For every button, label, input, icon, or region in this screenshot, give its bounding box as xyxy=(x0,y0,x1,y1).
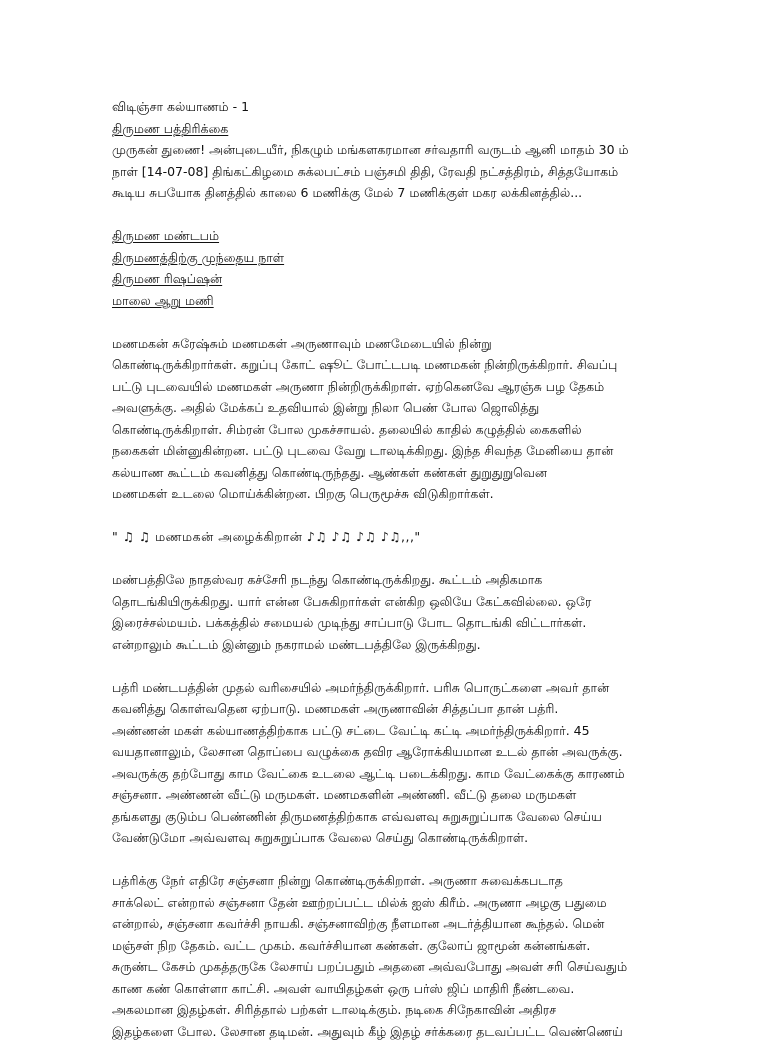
event-item: திருமண ரிஷப்ஷன் xyxy=(112,268,672,290)
text-line: நாள் [14-07-08] திங்கட்கிழமை சுக்லபட்சம் பஞ்சமி திதி, ரேவதி நட்சத்திரம், சித்தயோகம் xyxy=(112,161,672,183)
text-line: அவளுக்கு. அதில் மேக்கப் உதவியால் இன்று நிலா பெண் போல ஜொலித்து xyxy=(112,397,672,419)
story-title: விடிஞ்சா கல்யாணம் - 1 xyxy=(112,96,672,118)
text-line: வேண்டுமோ அவ்வளவு சுறுசுறுப்பாக வேலை செய்து கொண்டிருக்கிறாள். xyxy=(112,827,672,849)
invitation-heading: திருமண பத்திரிக்கை xyxy=(112,118,672,140)
text-line: கொண்டிருக்கிறாள். சிம்ரன் போல முகச்சாயல். தலையில் காதில் கழுத்தில் கைகளில் xyxy=(112,419,672,441)
text-line: முருகன் துணை! அன்புடையீர், நிகழும் மங்களகரமான சர்வதாரி வருடம் ஆனி மாதம் 30 ம் xyxy=(112,139,672,161)
text-line: கல்யாண கூட்டம் கவனித்து கொண்டிருந்தது. ஆண்கள் கண்கள் துறுதுறுவென xyxy=(112,462,672,484)
text-line: மணமகள் உடலை மொய்க்கின்றன. பிறகு பெருமூச்சு விடுகிறார்கள். xyxy=(112,483,672,505)
paragraph-1 xyxy=(112,333,672,505)
invitation-text xyxy=(112,139,672,204)
document-page xyxy=(112,96,672,1042)
text-line: இரைச்சல்மயம். பக்கத்தில் சமையல் முடிந்து சாப்பாடு போட தொடங்கி விட்டார்கள். xyxy=(112,612,672,634)
text-line: பத்ரி மண்டபத்தின் முதல் வரிசையில் அமர்ந்திருக்கிறார். பரிசு பொருட்களை அவர் தான் xyxy=(112,677,672,699)
text-line: பட்டு புடவையில் மணமகள் அருணா நின்றிருக்கிறாள். ஏற்கெனவே ஆரஞ்சு பழ தேகம் xyxy=(112,376,672,398)
paragraph-2 xyxy=(112,569,672,655)
text-line: என்றால், சஞ்சனா கவர்ச்சி நாயகி. சஞ்சனாவிற்கு நீளமான அடர்த்தியான கூந்தல். மென் xyxy=(112,913,672,935)
text-line: தொடங்கியிருக்கிறது. யார் என்ன பேசுகிறார்கள் என்கிற ஒலியே கேட்கவில்லை. ஒரே xyxy=(112,591,672,613)
paragraph-4 xyxy=(112,870,672,1042)
text-line: தங்களது குடும்ப பெண்ணின் திருமணத்திற்காக எவ்வளவு சுறுசுறுப்பாக வேலை செய்ய xyxy=(112,806,672,828)
text-line: மணமகன் சுரேஷ்சும் மணமகள் அருணாவும் மணமேடையில் நின்று xyxy=(112,333,672,355)
text-line: கூடிய சுபயோக தினத்தில் காலை 6 மணிக்கு மேல் 7 மணிக்குள் மகர லக்கினத்தில்... xyxy=(112,182,672,204)
text-line: இதழ்களை போல. லேசான தடிமன். அதுவும் கீழ் இதழ் சர்க்கரை தடவப்பட்ட வெண்ணெய் xyxy=(112,1021,672,1042)
paragraph-3 xyxy=(112,677,672,849)
text-line: சாக்லெட் என்றால் சஞ்சனா தேன் ஊற்றப்பட்ட மில்க் ஐஸ் கிரீம். அருணா அழகு பதுமை xyxy=(112,892,672,914)
event-item: திருமணத்திற்கு முந்தைய நாள் xyxy=(112,247,672,269)
announcement-line: " ♫ ♫ மணமகன் அழைக்கிறான் ♪♫ ♪♫ ♪♫ ♪♫,,," xyxy=(112,526,672,548)
text-line: பத்ரிக்கு நேர் எதிரே சஞ்சனா நின்று கொண்டிருக்கிறாள். அருணா சுவைக்கபடாத xyxy=(112,870,672,892)
text-line: மண்பத்திலே நாதஸ்வர கச்சேரி நடந்து கொண்டிருக்கிறது. கூட்டம் அதிகமாக xyxy=(112,569,672,591)
text-line: கவனித்து கொள்வதென ஏற்பாடு. மணமகள் அருணாவின் சித்தப்பா தான் பத்ரி. xyxy=(112,698,672,720)
text-line: அகலமான இதழ்கள். சிரித்தால் பற்கள் டாலடிக்கும். நடிகை சிநேகாவின் அதிரச xyxy=(112,999,672,1021)
text-line: அண்ணன் மகள் கல்யாணத்திற்காக பட்டு சட்டை வேட்டி கட்டி அமர்ந்திருக்கிறார். 45 xyxy=(112,720,672,742)
text-line: மஞ்சள் நிற தேகம். வட்ட முகம். கவர்ச்சியான கண்கள். குலோப் ஜாமூன் கன்னங்கள். xyxy=(112,935,672,957)
text-line: நகைகள் மின்னுகின்றன. பட்டு புடவை வேறு டாலடிக்கிறது. இந்த சிவந்த மேனியை தான் xyxy=(112,440,672,462)
event-item: மாலை ஆறு மணி xyxy=(112,290,672,312)
text-line: சுருண்ட கேசம் முகத்தருகே லேசாய் பறப்பதும் அதனை அவ்வபோது அவள் சரி செய்வதும் xyxy=(112,956,672,978)
text-line: சஞ்சனா. அண்ணன் வீட்டு மருமகள். மணமகளின் அண்ணி. வீட்டு தலை மருமகள் xyxy=(112,784,672,806)
text-line: வயதானாலும், லேசான தொப்பை வழுக்கை தவிர ஆரோக்கியமான உடல் தான் அவருக்கு. xyxy=(112,741,672,763)
text-line: கொண்டிருக்கிறார்கள். கறுப்பு கோட் ஷூட் போட்டபடி மணமகன் நின்றிருக்கிறார். சிவப்பு xyxy=(112,354,672,376)
event-list xyxy=(112,225,672,311)
event-item: திருமண மண்டபம் xyxy=(112,225,672,247)
text-line: அவருக்கு தற்போது காம வேட்கை உடலை ஆட்டி படைக்கிறது. காம வேட்கைக்கு காரணம் xyxy=(112,763,672,785)
text-line: காண கண் கொள்ளா காட்சி. அவள் வாயிதழ்கள் ஒரு பர்ஸ் ஜிப் மாதிரி நீண்டவை. xyxy=(112,978,672,1000)
text-line: என்றாலும் கூட்டம் இன்னும் நகராமல் மண்டபத்திலே இருக்கிறது. xyxy=(112,634,672,656)
